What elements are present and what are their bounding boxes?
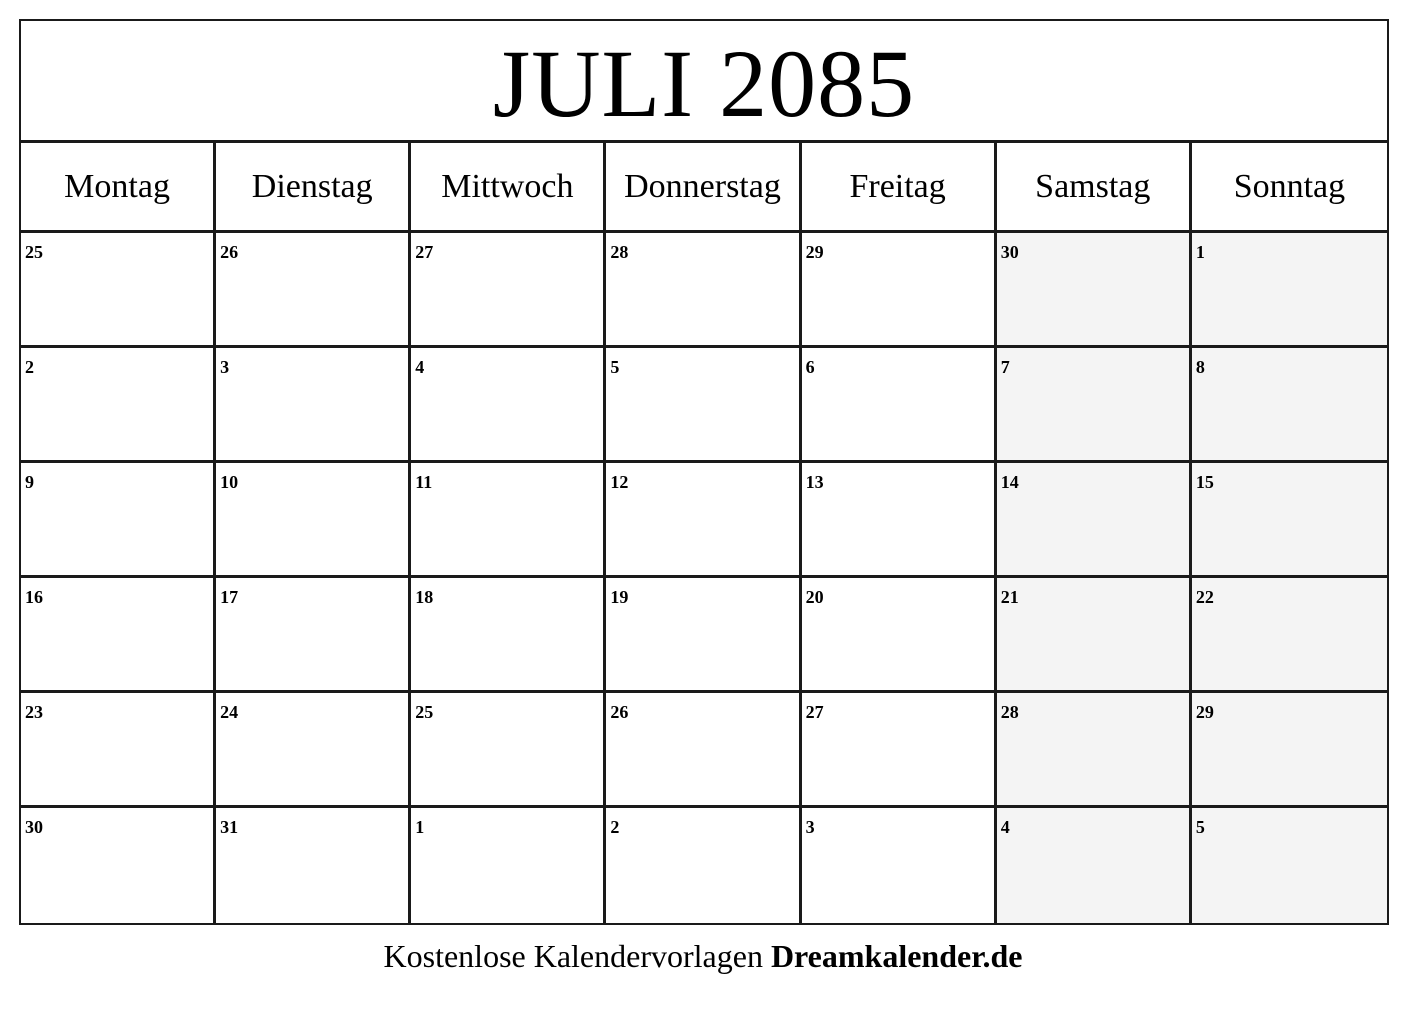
day-number: 22 bbox=[1195, 587, 1214, 607]
weekday-header: Freitag bbox=[802, 143, 997, 233]
day-number: 3 bbox=[220, 357, 230, 377]
day-number: 3 bbox=[805, 817, 815, 837]
day-cell bbox=[216, 463, 411, 578]
day-cell bbox=[802, 463, 997, 578]
day-number: 18 bbox=[415, 587, 434, 607]
day-number: 2 bbox=[25, 357, 34, 377]
day-number: 10 bbox=[220, 472, 239, 492]
day-number: 13 bbox=[805, 472, 824, 492]
day-cell bbox=[606, 693, 801, 808]
day-number: 20 bbox=[805, 587, 824, 607]
day-cell bbox=[997, 233, 1192, 348]
day-number: 16 bbox=[25, 587, 43, 607]
day-number: 25 bbox=[415, 702, 434, 722]
day-cell bbox=[411, 808, 606, 923]
day-number: 28 bbox=[1000, 702, 1019, 722]
day-number: 26 bbox=[610, 702, 629, 722]
weekday-header: Montag bbox=[21, 143, 216, 233]
weekday-header: Dienstag bbox=[216, 143, 411, 233]
day-cell bbox=[606, 233, 801, 348]
day-number: 8 bbox=[1195, 357, 1205, 377]
weekday-header: Sonntag bbox=[1192, 143, 1387, 233]
day-number: 29 bbox=[1195, 702, 1214, 722]
day-number: 15 bbox=[1195, 472, 1214, 492]
day-cell bbox=[802, 808, 997, 923]
day-number: 24 bbox=[220, 702, 239, 722]
day-cell bbox=[1192, 578, 1387, 693]
day-cell bbox=[216, 233, 411, 348]
day-number: 30 bbox=[1000, 242, 1019, 262]
day-number: 4 bbox=[1000, 817, 1010, 837]
day-number: 23 bbox=[25, 702, 43, 722]
day-number: 1 bbox=[415, 817, 425, 837]
day-number: 19 bbox=[610, 587, 629, 607]
day-number: 29 bbox=[805, 242, 824, 262]
day-number: 26 bbox=[220, 242, 239, 262]
weekday-header: Mittwoch bbox=[411, 143, 606, 233]
day-number: 12 bbox=[610, 472, 629, 492]
day-number: 7 bbox=[1000, 357, 1010, 377]
day-number: 6 bbox=[805, 357, 815, 377]
day-cell bbox=[216, 693, 411, 808]
weekday-header: Samstag bbox=[997, 143, 1192, 233]
day-number: 4 bbox=[415, 357, 425, 377]
day-number: 5 bbox=[1195, 817, 1205, 837]
day-cell bbox=[1192, 463, 1387, 578]
calendar-title: JULI 2085 bbox=[492, 29, 916, 137]
day-number: 27 bbox=[805, 702, 824, 722]
day-number: 31 bbox=[220, 817, 239, 837]
footer-brand: Dreamkalender.de bbox=[770, 938, 1023, 974]
day-cell bbox=[1192, 693, 1387, 808]
day-cell bbox=[997, 463, 1192, 578]
day-cell bbox=[997, 808, 1192, 923]
day-number: 17 bbox=[220, 587, 239, 607]
day-cell bbox=[802, 348, 997, 463]
title-box bbox=[21, 21, 1387, 143]
day-number: 27 bbox=[415, 242, 434, 262]
weekday-header: Donnerstag bbox=[606, 143, 801, 233]
day-number: 5 bbox=[610, 357, 620, 377]
day-number: 14 bbox=[1000, 472, 1019, 492]
day-number: 11 bbox=[415, 472, 433, 492]
day-number: 1 bbox=[1195, 242, 1205, 262]
day-cell bbox=[21, 693, 216, 808]
day-cell bbox=[606, 808, 801, 923]
footer bbox=[0, 938, 1406, 975]
day-cell bbox=[21, 578, 216, 693]
calendar bbox=[19, 19, 1389, 925]
day-cell bbox=[216, 348, 411, 463]
day-number: 9 bbox=[25, 472, 34, 492]
day-cell bbox=[21, 463, 216, 578]
day-cell bbox=[216, 808, 411, 923]
day-cell bbox=[216, 578, 411, 693]
footer-text: Kostenlose Kalendervorlagen bbox=[383, 938, 763, 974]
day-cell bbox=[411, 233, 606, 348]
day-cell bbox=[1192, 808, 1387, 923]
day-cell bbox=[1192, 233, 1387, 348]
day-number: 25 bbox=[25, 242, 43, 262]
day-cell bbox=[997, 348, 1192, 463]
day-cell bbox=[606, 578, 801, 693]
day-cell bbox=[606, 463, 801, 578]
day-cell bbox=[411, 463, 606, 578]
day-cell bbox=[21, 808, 216, 923]
day-cell bbox=[21, 348, 216, 463]
day-cell bbox=[802, 693, 997, 808]
day-cell bbox=[997, 578, 1192, 693]
day-number: 28 bbox=[610, 242, 629, 262]
day-cell bbox=[411, 578, 606, 693]
day-cell bbox=[606, 348, 801, 463]
day-cell bbox=[411, 348, 606, 463]
calendar-grid bbox=[21, 143, 1387, 923]
day-number: 21 bbox=[1000, 587, 1019, 607]
day-cell bbox=[802, 233, 997, 348]
day-number: 2 bbox=[610, 817, 620, 837]
day-cell bbox=[1192, 348, 1387, 463]
day-cell bbox=[997, 693, 1192, 808]
day-number: 30 bbox=[25, 817, 43, 837]
day-cell bbox=[802, 578, 997, 693]
day-cell bbox=[21, 233, 216, 348]
day-cell bbox=[411, 693, 606, 808]
